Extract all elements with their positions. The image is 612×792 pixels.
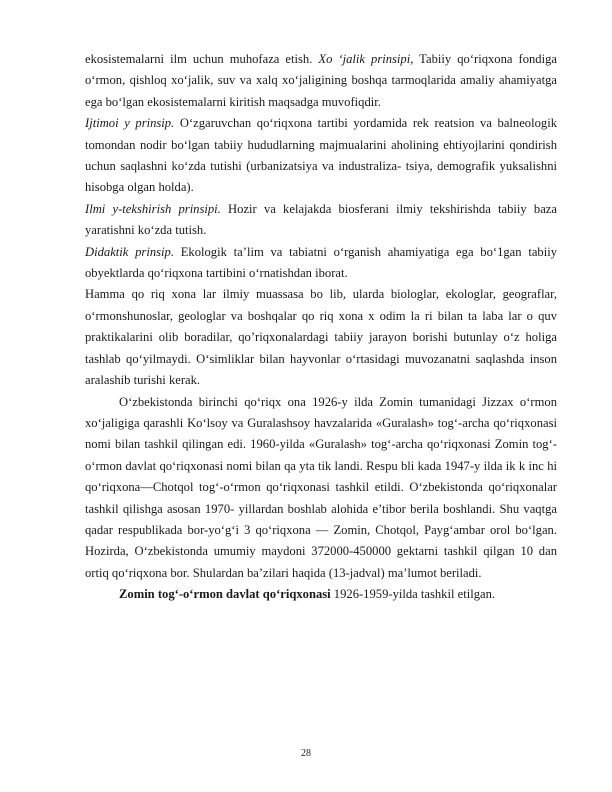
principle-heading: Xo ‘jalik prinsipi,: [318, 52, 414, 66]
paragraph-text: O‘zgaruvchan qo‘riqxona tartibi yordamida rek reatsion va balneologik tomondan nodir bo‘lgan tabiiy hududlarning majmualarini aholining ehtiyojlarini qondirish uchun saqlashni ko‘zda tutishi (urbanizatsiya va industraliza- tsiya, demografik yuksalishni hisobga olgan holda).: [85, 116, 557, 195]
paragraph-text: ekosistemalarni ilm uchun muhofaza etish.: [85, 52, 319, 66]
paragraph-research-principle: [85, 199, 557, 242]
principle-heading: Ijtimoi y prinsip.: [85, 116, 175, 131]
paragraph-reserves-research: Hamma qo riq xona lar ilmiy muassasa bo lib, ularda biologlar, ekologlar, geograflar, o‘rmonshunoslar, geologlar va boshqalar qo riq xona x odim la ri bilan ta laba lar o quv praktikalarini olib boradilar, qo’riqxonalardagi tabiiy jarayon borishi butunlay o‘z holiga tashlab qo‘yilmaydi. O‘simliklar bilan hayvonlar o‘rtasidagi muvozanatni saqlashda inson aralashib turishi kerak.: [85, 287, 557, 388]
paragraph-economic-principle: [85, 49, 557, 113]
principle-heading: Ilmi y-tekshirish prinsipi.: [85, 201, 221, 216]
paragraph-text: Tabiiy qo‘riqxona fondiga o‘rmon, qishloq xo‘jalik, suv va xalq xo‘jaligining boshqa tarmoqlarida amaliy ahamiyatga ega bo‘lgan ekosistemalarni kiritish maqsadga muvofiqdir.: [85, 52, 557, 109]
document-body: [85, 49, 557, 606]
paragraph-text: Hozir va kelajakda biosferani ilmiy tekshirishda tabiiy baza yaratishni ko‘zda tutish.: [85, 201, 557, 238]
paragraph-text: 1926-1959-yilda tashkil etilgan.: [330, 587, 496, 602]
principle-heading: Didaktik prinsip.: [85, 244, 174, 259]
paragraph-uzbekistan-reserves: O‘zbekistonda birinchi qo‘riqx ona 1926-y ilda Zomin tumanidagi Jizzax o‘rmon xo‘jaligiga qarashli Ko‘lsoy va Guralashsoy havzalarida «Guralash» tog‘-archa qo‘riqxonasi nomi bilan tashkil qilingan edi. 1960-yilda «Guralash» tog‘-archa qo‘riqxonasi Zomin tog‘-o‘rmon davlat qo‘riqxonasi nomi bilan qa yta tik landi. Respu bli kada 1947-y ilda ik k inc hi qo‘riqxona—Chotqol tog‘-o‘rmon qo‘riqxonasi tashkil etildi. O‘zbekistonda qo‘riqxonalar tashkil qilishga asosan 1970- yillardan boshlab alohida e’tibor berila boshlandi. Shu vaqtga qadar respublikada bor-yo‘g‘i 3 qo‘riqxona — Zomin, Chotqol, Payg‘ambar orol bo‘lgan. Hozirda, O‘zbekistonda umumiy maydoni 372000-450000 gektarni tashkil qilgan 10 dan ortiq qo‘riqxona bor. Shulardan ba’zilari haqida (13-jadval) ma’lumot beriladi.: [85, 394, 557, 580]
reserve-name: Zomin tog‘-o‘rmon davlat qo‘riqxonasi: [119, 587, 331, 602]
page-number: 28: [301, 748, 311, 759]
paragraph-text: Ekologik ta’lim va tabiatni o‘rganish ahamiyatiga ega bo‘1gan tabiiy obyektlarda qo‘riqxona tartibini o‘rnatishdan iborat.: [85, 244, 557, 281]
paragraph-didactic-principle: [85, 242, 557, 285]
paragraph-zomin-reserve: [85, 584, 557, 605]
paragraph-social-principle: [85, 113, 557, 199]
